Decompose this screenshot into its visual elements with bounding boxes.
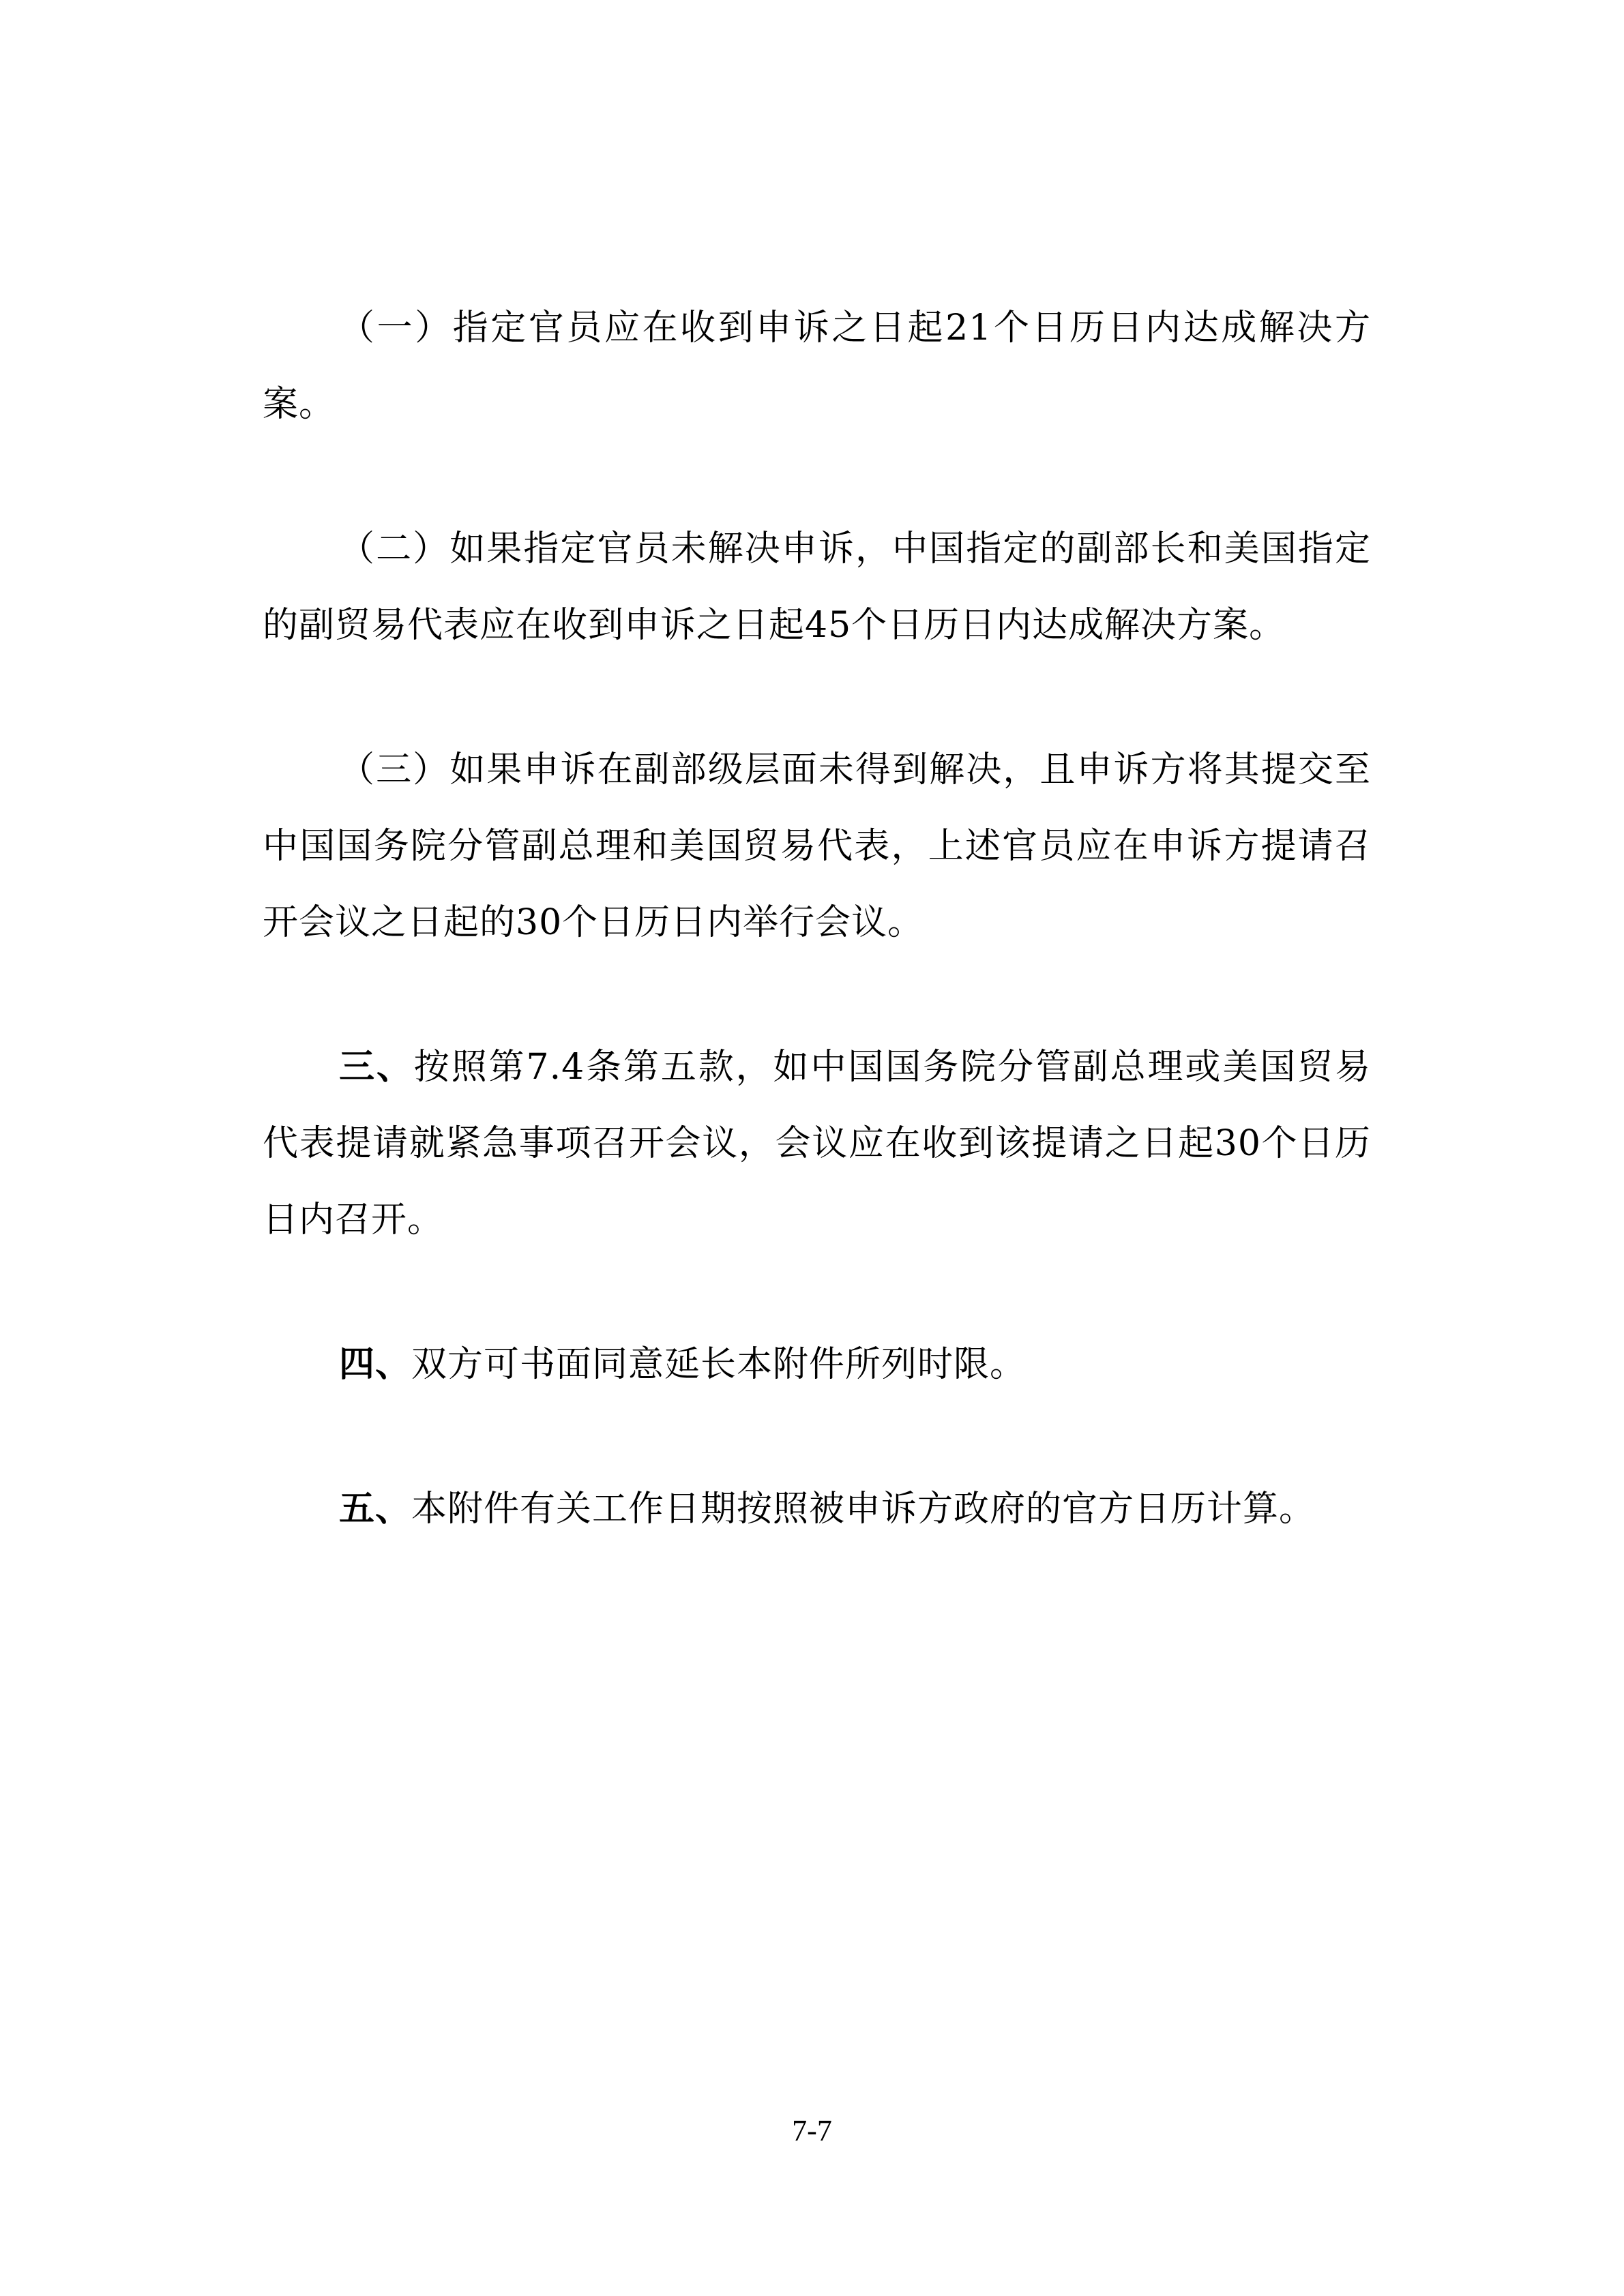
paragraph-section-4 xyxy=(263,1326,1371,1403)
document-body xyxy=(263,290,1371,1615)
section-number: 四、 xyxy=(339,1343,412,1385)
paragraph-section-3 xyxy=(263,1029,1371,1258)
paragraph-text: 本附件有关工作日期按照被申诉方政府的官方日历计算。 xyxy=(411,1489,1316,1530)
paragraph-text: （二）如果指定官员未解决申诉，中国指定的副部长和美国指定的副贸易代表应在收到申诉之日起45个日历日内达成解决方案。 xyxy=(263,528,1371,646)
paragraph-text: （一）指定官员应在收到申诉之日起21个日历日内达成解决方案。 xyxy=(263,308,1371,425)
paragraph-text: （三）如果申诉在副部级层面未得到解决，且申诉方将其提交至中国国务院分管副总理和美国贸易代表，上述官员应在申诉方提请召开会议之日起的30个日历日内举行会议。 xyxy=(263,749,1371,943)
section-number: 三、 xyxy=(339,1046,414,1088)
paragraph-item-1 xyxy=(263,290,1371,443)
paragraph-item-2 xyxy=(263,511,1371,664)
paragraph-text: 按照第7.4条第五款，如中国国务院分管副总理或美国贸易代表提请就紧急事项召开会议，会议应在收到该提请之日起30个日历日内召开。 xyxy=(263,1047,1371,1240)
paragraph-item-3 xyxy=(263,732,1371,961)
section-number: 五、 xyxy=(339,1488,412,1530)
paragraph-text: 双方可书面同意延长本附件所列时限。 xyxy=(411,1344,1027,1385)
paragraph-section-5 xyxy=(263,1471,1371,1547)
page-number: 7-7 xyxy=(792,2114,832,2147)
